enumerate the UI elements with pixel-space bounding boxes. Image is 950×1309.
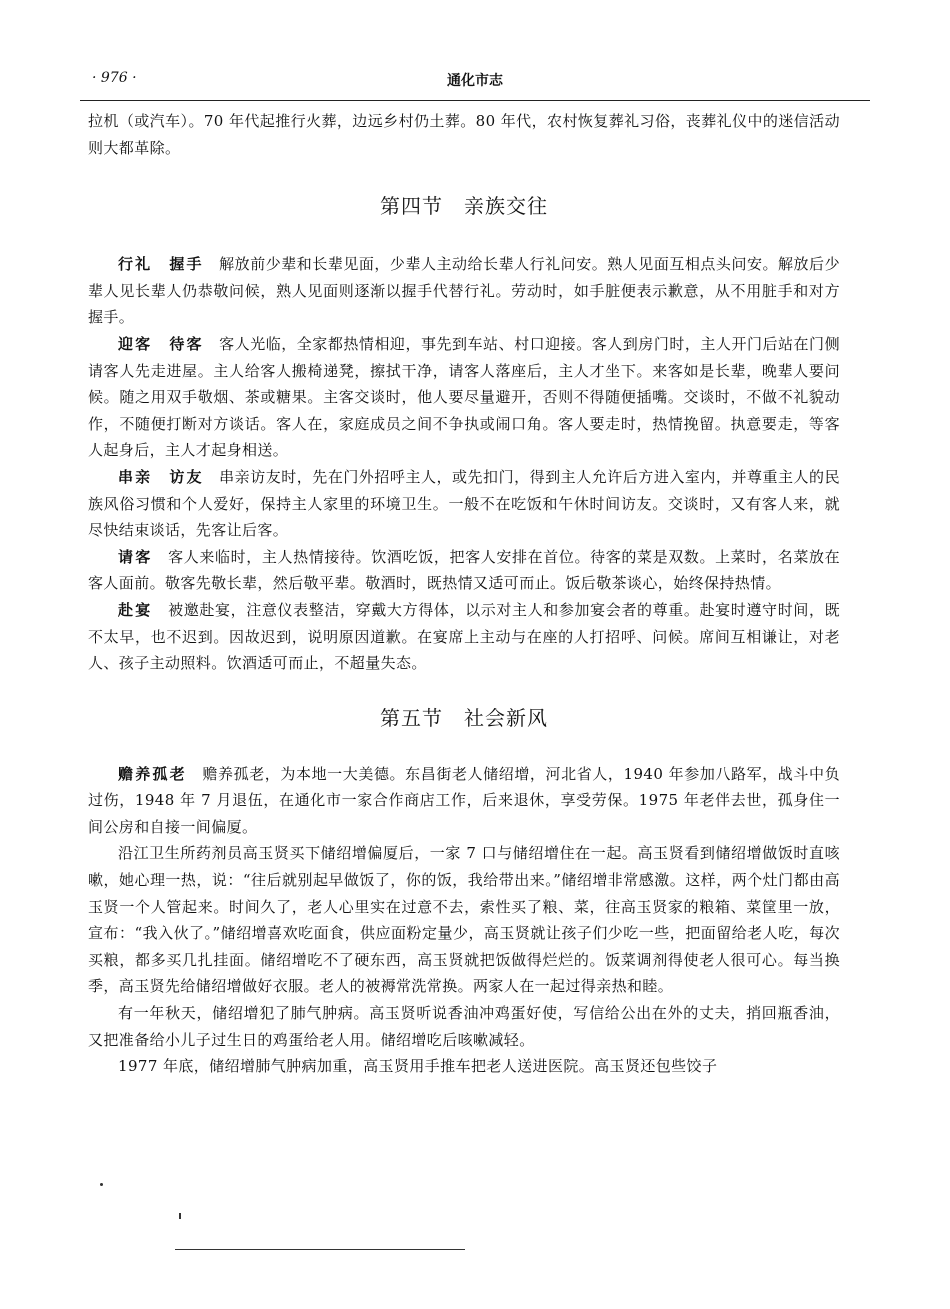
paragraph — [88, 464, 840, 544]
page-header — [80, 70, 870, 94]
paragraph — [88, 761, 840, 841]
section-title-4: 第四节 亲族交往 — [380, 194, 548, 219]
paragraph-heading: 赡养孤老 — [118, 764, 187, 783]
paragraph: 1977 年底，储绍增肺气肿病加重，高玉贤用手推车把老人送进医院。高玉贤还包些饺子 — [118, 1057, 718, 1076]
paragraph: 沿江卫生所药剂员高玉贤买下储绍增偏厦后，一家 7 口与储绍增住在一起。高玉贤看到储绍增做饭时直咳嗽，她心理一热，说：“往后就别起早做饭了，你的饭，我给带出来。”储绍增非常感激。这样，两个灶门都由高玉贤一个人管起来。时间久了，老人心里实在过意不去，索性买了粮、菜，往高玉贤家的粮箱、菜筐里一放，宣布：“我入伙了。”储绍增喜欢吃面食，供应面粉定量少，高玉贤就让孩子们少吃一些，把面留给老人吃，每次买粮，都多买几扎挂面。储绍增吃不了硬东西，高玉贤就把饭做得烂烂的。饭菜调剂得使老人很可心。每当换季，高玉贤先给储绍增做好衣服。老人的被褥常洗常换。两家人在一起过得亲热和睦。 — [88, 844, 840, 996]
paragraph-heading: 请客 — [118, 547, 153, 566]
page-body — [88, 108, 840, 1080]
paragraph-text: 串亲访友时，先在门外招呼主人，或先扣门，得到主人允许后方进入室内，并尊重主人的民族风俗习惯和个人爱好，保持主人家里的环境卫生。一般不在吃饭和午休时间访友。交谈时，又有客人来，就尽快结束谈话，先客让后客。 — [88, 467, 840, 540]
section-title-5: 第五节 社会新风 — [380, 705, 548, 730]
paragraph-text: 解放前少辈和长辈见面，少辈人主动给长辈人行礼问安。熟人见面互相点头问安。解放后少辈人见长辈人仍恭敬问候，熟人见面则逐渐以握手代替行礼。劳动时，如手脏便表示歉意，从不用脏手和对方握手。 — [88, 255, 840, 327]
scan-speck — [100, 1183, 103, 1186]
paragraph — [88, 331, 840, 464]
paragraph-heading: 行礼 握手 — [118, 255, 204, 274]
paragraph-text: 被邀赴宴，注意仪表整洁，穿戴大方得体，以示对主人和参加宴会者的尊重。赴宴时遵守时间，既不太早，也不迟到。因故迟到，说明原因道歉。在宴席上主动与在座的人打招呼、问候。席间互相谦让，对老人、孩子主动照料。饮酒适可而止，不超量失态。 — [88, 600, 840, 673]
paragraph-text: 赡养孤老，为本地一大美德。东昌街老人储绍增，河北省人，1940 年参加八路军，战斗中负过伤，1948 年 7 月退伍，在通化市一家合作商店工作，后来退休，享受劳保。1975 年老伴去世，孤身住一间公房和自接一间偏厦。 — [88, 764, 840, 836]
scan-footer-line — [175, 1249, 465, 1250]
intro-paragraph: 拉机（或汽车）。70 年代起推行火葬，边远乡村仍土葬。80 年代，农村恢复葬礼习俗，丧葬礼仪中的迷信活动则大都革除。 — [88, 112, 840, 157]
paragraph: 有一年秋天，储绍增犯了肺气肿病。高玉贤听说香油冲鸡蛋好使，写信给公出在外的丈夫，捎回瓶香油，又把准备给小儿子过生日的鸡蛋给老人用。储绍增吃后咳嗽减轻。 — [88, 1004, 840, 1049]
header-rule — [80, 100, 870, 101]
paragraph-text: 客人光临，全家都热情相迎，事先到车站、村口迎接。客人到房门时，主人开门后站在门侧请客人先走进屋。主人给客人搬椅递凳，擦拭干净，请客人落座后，主人才坐下。来客如是长辈，晚辈人要问候。随之用双手敬烟、茶或糖果。主客交谈时，他人要尽量避开，否则不得随便插嘴。交谈时，不做不礼貌动作，不随便打断对方谈话。客人在，家庭成员之间不争执或闹口角。客人要走时，热情挽留。执意要走，等客人起身后，主人才起身相送。 — [88, 334, 840, 460]
page-number: · 976 · — [92, 70, 137, 86]
paragraph-heading: 赴宴 — [118, 600, 153, 619]
paragraph — [88, 251, 840, 331]
running-title: 通化市志 — [447, 73, 503, 89]
paragraph — [88, 544, 840, 597]
paragraph-text: 客人来临时，主人热情接待。饮酒吃饭，把客人安排在首位。待客的菜是双数。上菜时，名菜放在客人面前。敬客先敬长辈，然后敬平辈。敬酒时，既热情又适可而止。饭后敬茶谈心，始终保持热情。 — [88, 547, 840, 593]
paragraph-heading: 串亲 访友 — [118, 467, 204, 486]
scan-speck — [179, 1213, 181, 1219]
paragraph — [88, 597, 840, 677]
paragraph-heading: 迎客 待客 — [118, 334, 204, 353]
